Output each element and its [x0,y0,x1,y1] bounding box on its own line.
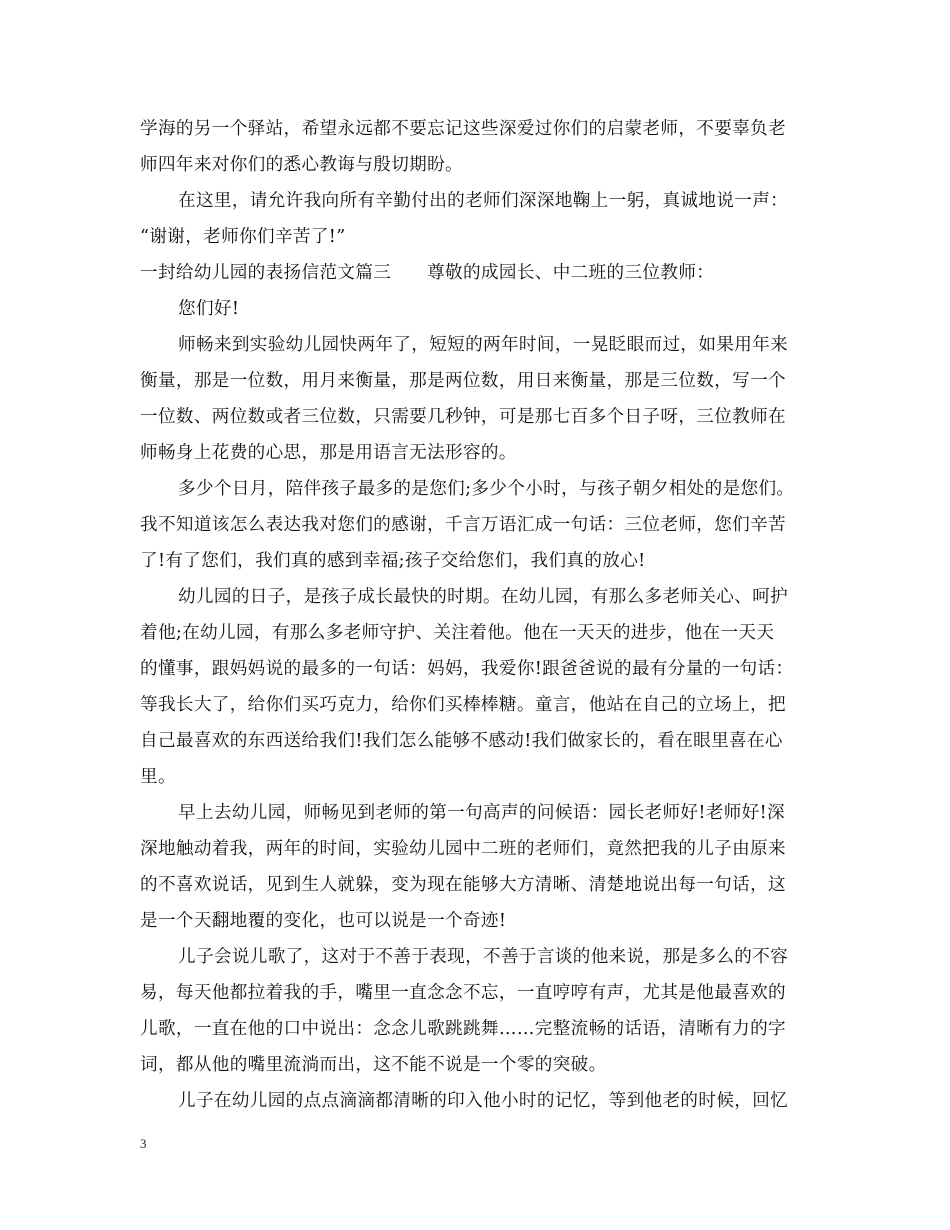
text-line: “谢谢，老师你们辛苦了!” [140,227,346,247]
text-line: 师畅来到实验幼儿园快两年了，短短的两年时间，一晃眨眼而过，如果用年来 [178,335,789,355]
text-line: 儿歌，一直在他的口中说出：念念儿歌跳跳舞……完整流畅的话语，清晰有力的字 [140,1019,786,1039]
text-line: 儿子在幼儿园的点点滴滴都清晰的印入他小时的记忆，等到他老的时候，回忆 [178,1091,789,1111]
section-heading-line: 一封给幼儿园的表扬信范文篇三 尊敬的成园长、中二班的三位教师： [140,263,715,283]
text-line: 是一个天翻地覆的变化，也可以说是一个奇迹! [140,911,507,931]
text-line: 儿子会说儿歌了，这对于不善于表现，不善于言谈的他来说，那是多么的不容 [178,947,789,967]
text-line: 易，每天他都拉着我的手，嘴里一直念念不忘，一直哼哼有声，尤其是他最喜欢的 [140,983,786,1003]
page-number: 3 [140,1136,147,1151]
text-line: 多少个日月，陪伴孩子最多的是您们;多少个小时，与孩子朝夕相处的是您们。 [178,479,795,499]
text-line: 早上去幼儿园，师畅见到老师的第一句高声的问候语：园长老师好!老师好!深 [178,803,785,823]
text-line: 幼儿园的日子，是孩子成长最快的时期。在幼儿园，有那么多老师关心、呵护 [178,587,789,607]
text-line: 深地触动着我，两年的时间，实验幼儿园中二班的老师们，竟然把我的儿子由原来 [140,839,786,859]
text-line: 我不知道该怎么表达我对您们的感谢，千言万语汇成一句话：三位老师，您们辛苦 [140,515,786,535]
text-line: 词，都从他的嘴里流淌而出，这不能不说是一个零的突破。 [140,1055,607,1075]
text-line: 在这里，请允许我向所有辛勤付出的老师们深深地鞠上一躬，真诚地说一声： [178,191,789,211]
text-line: 师畅身上花费的心思，那是用语言无法形容的。 [140,443,517,463]
text-line: 一位数、两位数或者三位数，只需要几秒钟，可是那七百多个日子呀，三位教师在 [140,407,786,427]
text-line: 了!有了您们，我们真的感到幸福;孩子交给您们，我们真的放心! [140,551,646,571]
text-line: 里。 [140,767,176,787]
text-line: 的不喜欢说话，见到生人就躲，变为现在能够大方清晰、清楚地说出每一句话，这 [140,875,786,895]
text-line: 的懂事，跟妈妈说的最多的一句话：妈妈，我爱你!跟爸爸说的最有分量的一句话： [140,659,794,679]
text-line: 等我长大了，给你们买巧克力，给你们买棒棒糖。童言，他站在自己的立场上，把 [140,695,786,715]
text-line: 衡量，那是一位数，用月来衡量，那是两位数，用日来衡量，那是三位数，写一个 [140,371,786,391]
greeting-line: 您们好! [178,299,240,319]
text-line: 师四年来对你们的悉心教诲与殷切期盼。 [140,155,463,175]
text-line: 自己最喜欢的东西送给我们!我们怎么能够不感动!我们做家长的，看在眼里喜在心 [140,731,783,751]
text-line: 着他;在幼儿园，有那么多老师守护、关注着他。他在一天天的进步，他在一天天 [140,623,775,643]
text-line: 学海的另一个驿站，希望永远都不要忘记这些深爱过你们的启蒙老师，不要辜负老 [140,119,786,139]
